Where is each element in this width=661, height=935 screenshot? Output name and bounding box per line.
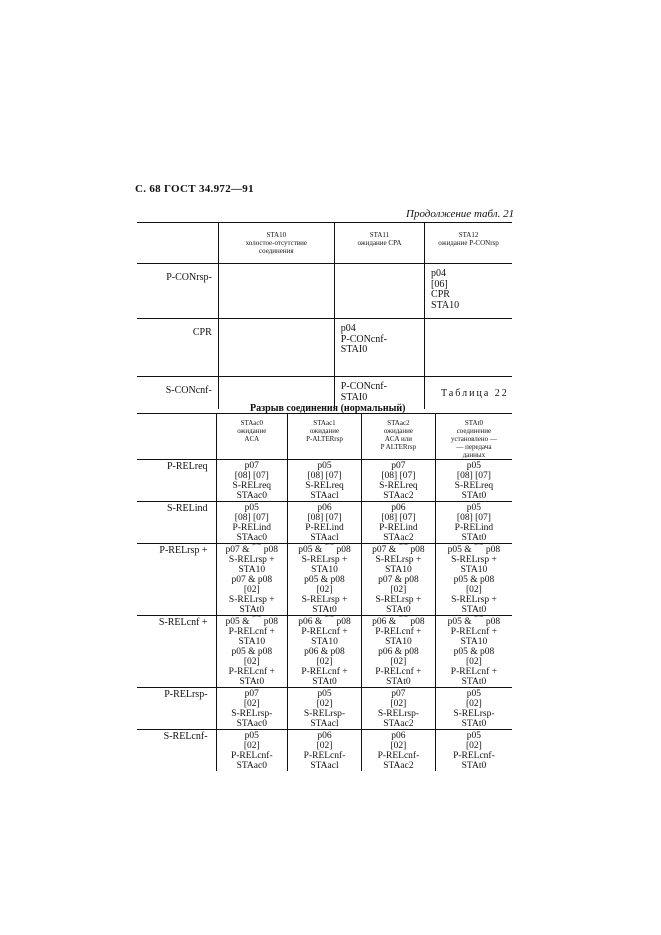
table-22 [137,413,512,771]
table22-header-staac0: STAac0 ожидание ACA [216,414,288,460]
table-cell: p06 [02] P-RELcnf- STAacl [288,730,362,772]
table22-header-stat0: STAt0 соединение установлено — — передача данных [435,414,512,460]
table-cell: p07 [08] [07] S-RELreq STAac2 [361,460,435,502]
table-cell: p05 & ⌒ p08 S-RELrsp + STA10 p05 & p08 [02] S-RELrsp + STAt0 [288,544,362,616]
table22-header-staac2: STAac2 ожидание ACA или P ALTERrsp [361,414,435,460]
table21-header-sta12: STA12 ожидание P-CONrsp [425,223,512,264]
table-cell: p07 & ⌒ p08 S-RELrsp + STA10 p07 & p08 [02] S-RELrsp + STAt0 [216,544,288,616]
table-cell [425,319,512,377]
table-cell [334,264,424,319]
table21-header-empty [137,223,218,264]
table-cell: p06 [08] [07] P-RELind STAac2 [361,502,435,544]
row-label: CPR [137,319,218,377]
table-cell: p05 & ⌒ p08 P-RELcnf + STA10 p05 & p08 [02] P-RELcnf + STAt0 [216,616,288,688]
table-row [137,319,512,377]
table-row [137,264,512,319]
table-cell: p05 [02] P-RELcnf- STAac0 [216,730,288,772]
row-label: P-RELrsp- [137,688,216,730]
table-cell [218,319,334,377]
table21-header-sta10: STA10 холостое-отсутствие соединения [218,223,334,264]
row-label: S-CONcnf- [165,385,212,396]
table-cell: P-CONcnf- STAI0 [334,377,424,410]
table22-header-empty [137,414,216,460]
table-cell: p04 P-CONcnf- STAI0 [334,319,424,377]
row-label: P-RELrsp + [137,544,216,616]
table-row [137,688,512,730]
row-label: S-RELcnf- [163,731,208,742]
table-cell: p05 [02] S-RELrsp- STAacl [288,688,362,730]
table-cell: p05 [08] [07] S-RELreq STAacl [288,460,362,502]
table-cell: p05 & ⌒ p08 P-RELcnf + STA10 p05 & p08 [02] P-RELcnf + STAt0 [435,616,512,688]
table-cell: p07 [02] S-RELrsp- STAac0 [216,688,288,730]
table-cell: p07 [08] [07] S-RELreq STAac0 [216,460,288,502]
table-cell: p04 [06] CPR STA10 [425,264,512,319]
table22-label: Таблица 22 [441,388,509,399]
row-label: S-RELcnf + [137,616,216,688]
table-cell: p06 [02] P-RELcnf- STAac2 [361,730,435,772]
table-cell [218,264,334,319]
table-cell: p05 [02] P-RELcnf- STAt0 [435,730,512,772]
table-row [137,460,512,502]
table-cell: p05 [08] [07] P-RELind STAt0 [435,502,512,544]
row-label: P-CONrsp- [137,264,218,319]
table-cell: p07 & ⌒ p08 S-RELrsp + STA10 p07 & p08 [02] S-RELrsp + STAt0 [361,544,435,616]
table22-header-staac1: STAac1 ожидание P-ALTERrsp [288,414,362,460]
row-label: S-RELind [137,502,216,544]
table-21 [137,222,512,409]
table-row [137,502,512,544]
table-cell: p07 [02] S-RELrsp- STAac2 [361,688,435,730]
table-cell: p06 [08] [07] P-RELind STAacl [288,502,362,544]
page-header: С. 68 ГОСТ 34.972—91 [135,183,254,195]
continuation-label: Продолжение табл. 21 [406,208,515,220]
table-cell: p05 [08] [07] P-RELind STAac0 [216,502,288,544]
table-cell: p05 [02] S-RELrsp- STAt0 [435,688,512,730]
table-cell: p06 & ⌒ p08 P-RELcnf + STA10 p06 & p08 [02] P-RELcnf + STAt0 [361,616,435,688]
row-label: P-RELreq [137,460,216,502]
table-row [137,544,512,616]
table-cell: p06 & ⌒ p08 P-RELcnf + STA10 p06 & p08 [02] P-RELcnf + STAt0 [288,616,362,688]
table-cell: p05 [08] [07] S-RELreq STAt0 [435,460,512,502]
table-cell: p05 & ⌒ p08 S-RELrsp + STA10 p05 & p08 [02] S-RELrsp + STAt0 [435,544,512,616]
table21-header-sta11: STA11 ожидание CPA [334,223,424,264]
table22-title: Разрыв соединения (нормальный) [250,403,406,414]
table-row [137,730,512,772]
table-row [137,616,512,688]
